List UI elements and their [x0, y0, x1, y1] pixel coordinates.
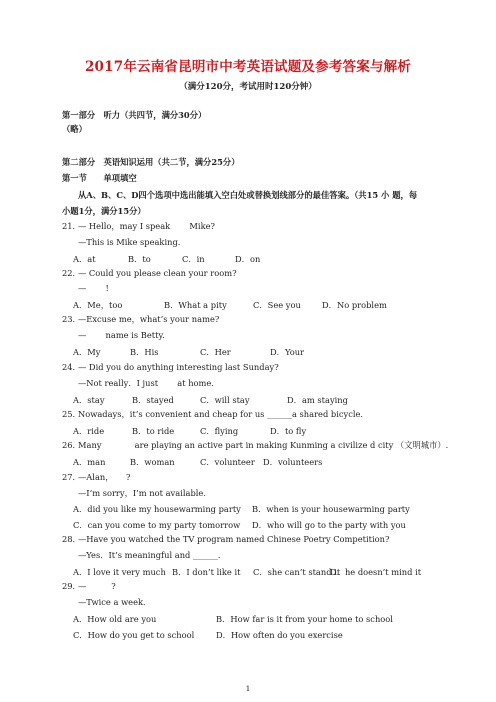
question-line: —Excuse me，what’s your name?: [78, 314, 220, 324]
option-a: A．I love it very much: [73, 567, 166, 577]
option-c: C．flying: [200, 426, 239, 436]
option-b: B．What a pity: [164, 300, 227, 310]
option-a: A．stay: [73, 395, 105, 405]
option-d: D．he doesn’t mind it: [330, 567, 422, 577]
option-c: C．volunteer: [200, 457, 255, 467]
question-line: — Did you do anything interesting last Sunday?: [78, 362, 279, 372]
option-c: C．See you: [253, 300, 301, 310]
question-number: 22．: [62, 268, 81, 278]
option-a: A．My: [73, 347, 101, 357]
question-line: — name is Betty.: [78, 330, 165, 340]
option-d: D．to fly: [270, 426, 307, 436]
question-number: 27．: [62, 472, 81, 482]
option-d: D．volunteers: [263, 457, 323, 467]
option-b: B．stayed: [132, 395, 174, 405]
question-number: 28．: [62, 534, 81, 544]
page-title: 2017年云南省昆明市中考英语试题及参考答案与解析: [84, 59, 412, 75]
option-a: A．man: [73, 457, 106, 467]
question-line: — ?: [78, 581, 116, 591]
question-number: 25．: [62, 409, 81, 419]
option-d: D．who will go to the party with you: [252, 520, 406, 530]
option-d: D．No problem: [322, 300, 387, 310]
option-c: C．can you come to my party tomorrow: [73, 520, 241, 530]
question-line: —This is Mike speaking.: [78, 237, 181, 247]
option-d: D．am staying: [287, 395, 348, 405]
question-number: 24．: [62, 362, 81, 372]
page-subtitle: （满分120分，考试用时120分钟）: [179, 82, 317, 92]
question-line: — !: [78, 283, 109, 293]
option-c: C．Her: [200, 347, 231, 357]
instruction-line-1: 从A、B、C、D四个选项中选出能填入空白处或替换划线部分的最佳答案。（共15 小 题，每: [78, 190, 418, 200]
question-line: Nowadays，it’s convenient and cheap for us ______a shared bicycle．: [78, 409, 369, 419]
question-line: —Have you watched the TV program named Chinese Poetry Competition?: [78, 534, 390, 544]
question-line: —Twice a week．: [78, 597, 152, 607]
option-d: D．on: [235, 254, 261, 264]
part1-note: （略）: [62, 124, 87, 134]
section-heading: 第一节 单项填空: [62, 173, 137, 183]
instruction-line-2: 小题1分，满分15分）: [62, 206, 146, 216]
question-number: 21．: [62, 221, 81, 231]
option-c: C．she can’t stand it: [253, 567, 341, 577]
question-line: — Could you please clean your room?: [78, 268, 237, 278]
question-line: —Not really．I just at home．: [78, 378, 220, 388]
question-line: —I’m sorry，I’m not available．: [78, 488, 212, 498]
part2-heading: 第二部分 英语知识运用（共二节，满分25分）: [62, 157, 240, 167]
question-number: 23．: [62, 314, 81, 324]
option-b: B．to: [128, 254, 151, 264]
option-b: B．How far is it from your home to school: [216, 614, 393, 624]
option-c: C．How do you get to school: [73, 630, 195, 640]
option-d: D．How often do you exercise: [216, 630, 343, 640]
option-b: B．I don’t like it: [172, 567, 241, 577]
question-line: — Hello，may I speak Mike?: [78, 221, 215, 231]
option-a: A．How old are you: [73, 614, 157, 624]
question-line: Many are playing an active part in making Kunming a civilize d city （文明城市）.: [78, 440, 449, 450]
option-a: A．at: [73, 254, 96, 264]
option-b: B．to ride: [132, 426, 175, 436]
option-b: B．His: [130, 347, 159, 357]
option-b: B．woman: [130, 457, 175, 467]
part1-heading: 第一部分 听力（共四节，满分30分）: [62, 110, 207, 120]
question-line: —Yes．It’s meaningful and ______．: [78, 550, 227, 560]
option-c: C．will stay: [200, 395, 250, 405]
option-a: A．Me，too: [73, 300, 123, 310]
question-number: 26．: [62, 440, 81, 450]
option-a: A．ride: [73, 426, 105, 436]
option-b: B．when is your housewarming party: [252, 504, 410, 514]
page-number: 1: [245, 684, 251, 693]
option-c: C．in: [182, 254, 205, 264]
option-d: D．Your: [270, 347, 305, 357]
question-line: —Alan， ?: [78, 472, 131, 482]
option-a: A．did you like my housewarming party: [73, 504, 241, 514]
question-number: 29．: [62, 581, 81, 591]
